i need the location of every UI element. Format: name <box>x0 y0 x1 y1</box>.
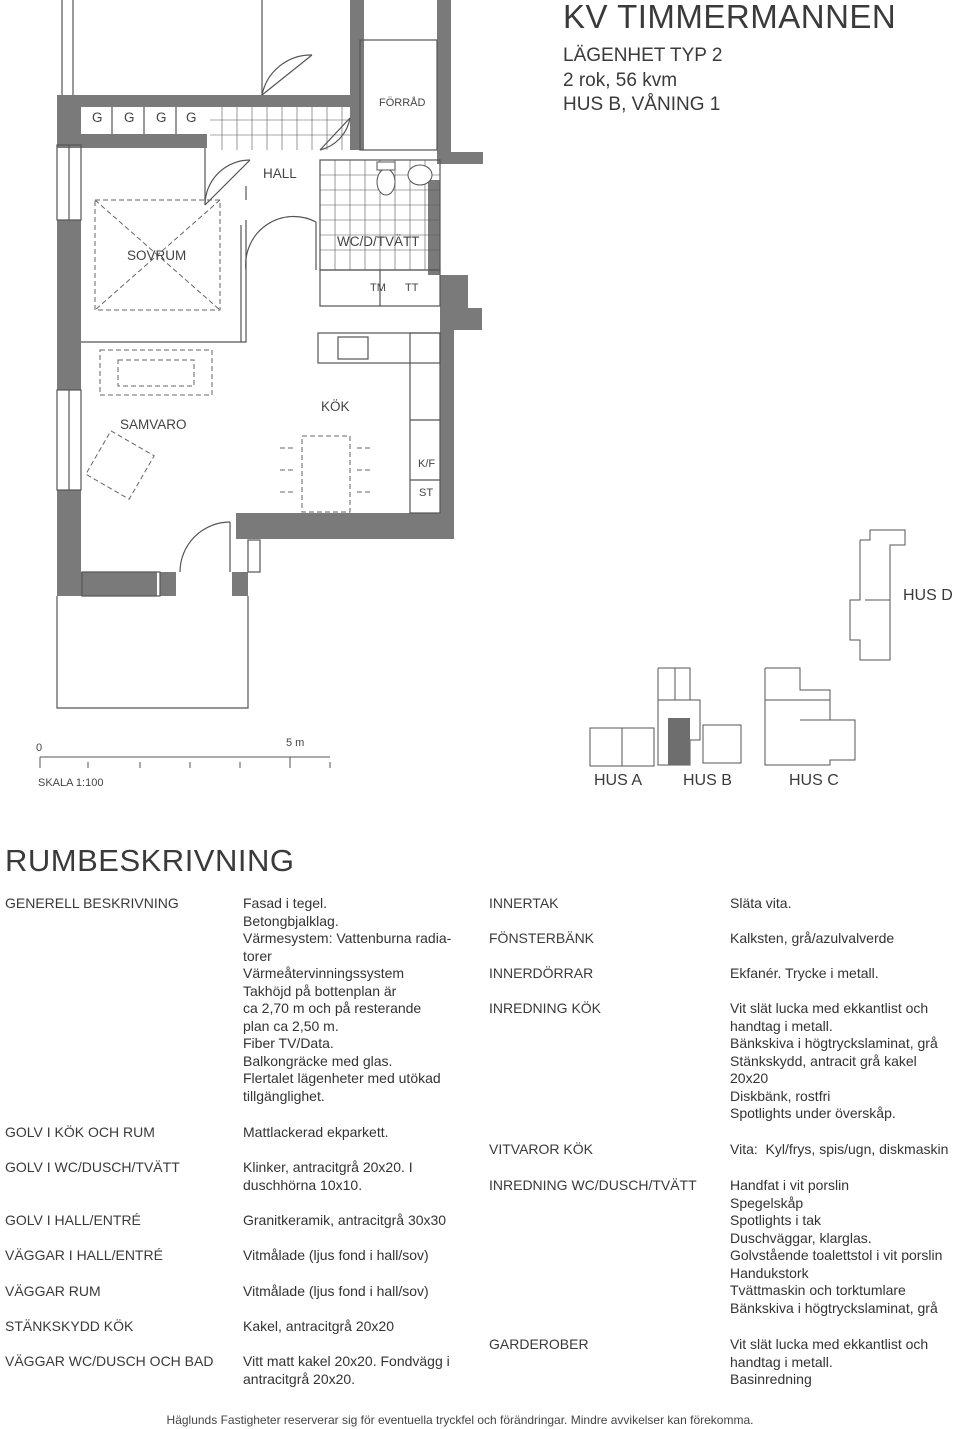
desc-value-generell: Fasad i tegel. Betongbjalklag. Värmesystem: Vattenburna radia- torer Värmeåtervinningssystem Takhöjd på bottenplan är ca 2,70 m och på resterande plan ca 2,50 m. Fiber TV/Data. Balkongräcke med glas. Flertalet lägenheter med utökad tillgänglighet. <box>243 895 452 1104</box>
desc-value-stankskydd: Kakel, antracitgrå 20x20 <box>243 1318 394 1334</box>
desc-value-innertak: Släta vita. <box>730 895 792 911</box>
desc-label-garderober: GARDEROBER <box>489 1336 589 1352</box>
apartment-type: LÄGENHET TYP 2 <box>563 45 723 66</box>
building-floor: HUS B, VÅNING 1 <box>563 94 721 115</box>
desc-label-innerdorrar: INNERDÖRRAR <box>489 965 594 981</box>
desc-value-vaggar-wc: Vitt matt kakel 20x20. Fondvägg i antracitgrå 20x20. <box>243 1353 450 1387</box>
room-label-sovrum: SOVRUM <box>127 248 187 263</box>
room-label-hall: HALL <box>263 166 297 181</box>
room-label-forrad: FÖRRÅD <box>379 97 426 109</box>
room-label-kok: KÖK <box>321 399 350 414</box>
room-label-wc: WC/D/TVÄTT <box>337 234 420 249</box>
desc-label-innertak: INNERTAK <box>489 895 559 911</box>
room-label-g4: G <box>186 110 197 125</box>
desc-label-generell: GENERELL BESKRIVNING <box>5 895 179 911</box>
desc-label-inredning-wc: INREDNING WC/DUSCH/TVÄTT <box>489 1177 697 1193</box>
site-label-hus-c: HUS C <box>789 772 839 789</box>
room-label-g2: G <box>124 110 135 125</box>
desc-label-vaggar-rum: VÄGGAR RUM <box>5 1283 101 1299</box>
desc-label-fonsterbank: FÖNSTERBÄNK <box>489 930 595 946</box>
desc-label-vaggar-hall: VÄGGAR I HALL/ENTRÉ <box>5 1247 163 1263</box>
footer-disclaimer: Häglunds Fastigheter reserverar sig för eventuella tryckfel och förändringar. Mindre avvikelser kan förekomma. <box>166 1413 754 1427</box>
room-label-tt: TT <box>405 282 419 294</box>
room-label-samvaro: SAMVARO <box>120 417 187 432</box>
highlighted-apartment <box>668 718 690 765</box>
room-label-kf: K/F <box>418 458 436 470</box>
desc-value-golv-kok: Mattlackerad ekparkett. <box>243 1124 389 1140</box>
project-title: KV TIMMERMANNEN <box>563 0 897 35</box>
desc-label-vitvaror: VITVAROR KÖK <box>489 1141 593 1157</box>
desc-label-golv-kok: GOLV I KÖK OCH RUM <box>5 1124 155 1140</box>
room-label-g1: G <box>92 110 103 125</box>
site-label-hus-d: HUS D <box>903 587 953 604</box>
desc-label-stankskydd: STÄNKSKYDD KÖK <box>5 1318 134 1334</box>
desc-value-fonsterbank: Kalksten, grå/azulvalverde <box>730 930 895 946</box>
site-label-hus-b: HUS B <box>683 772 732 789</box>
description-title: RUMBESKRIVNING <box>5 843 295 878</box>
scale-zero: 0 <box>36 742 43 754</box>
site-label-hus-a: HUS A <box>594 772 643 789</box>
room-label-tm: TM <box>370 282 386 294</box>
desc-value-inredning-wc: Handfat i vit porslin Spegelskåp Spotlights i tak Duschväggar, klarglas. Golvstående toalettstol i vit porslin Handukstork Tvättmaskin och torktumlare Bänkskiva i högtryckslaminat, grå <box>730 1177 943 1316</box>
desc-label-vaggar-wc: VÄGGAR WC/DUSCH OCH BAD <box>5 1353 214 1369</box>
desc-label-golv-wc: GOLV I WC/DUSCH/TVÄTT <box>5 1159 180 1175</box>
desc-label-golv-hall: GOLV I HALL/ENTRÉ <box>5 1212 141 1228</box>
desc-value-golv-wc: Klinker, antracitgrå 20x20. I duschhörna 10x10. <box>243 1159 413 1193</box>
scale-label: SKALA 1:100 <box>38 777 104 789</box>
desc-value-golv-hall: Granitkeramik, antracitgrå 30x30 <box>243 1212 447 1228</box>
desc-value-vitvaror: Vita: Kyl/frys, spis/ugn, diskmaskin <box>730 1141 949 1157</box>
desc-value-garderober: Vit slät lucka med ekkantlist och handtag i metall. Basinredning <box>730 1336 929 1387</box>
desc-value-innerdorrar: Ekfanér. Trycke i metall. <box>730 965 879 981</box>
desc-value-inredning-kok: Vit slät lucka med ekkantlist och handtag i metall. Bänkskiva i högtryckslaminat, grå Stänkskydd, antracit grå kakel 20x20 Diskbänk, rostfri Spotlights under överskåp. <box>730 1000 938 1121</box>
desc-value-vaggar-rum: Vitmålade (ljus fond i hall/sov) <box>243 1283 429 1299</box>
desc-label-inredning-kok: INREDNING KÖK <box>489 1000 602 1016</box>
scale-five: 5 m <box>286 737 305 749</box>
room-label-st: ST <box>419 487 434 499</box>
apartment-size: 2 rok, 56 kvm <box>563 70 678 91</box>
desc-value-vaggar-hall: Vitmålade (ljus fond i hall/sov) <box>243 1247 429 1263</box>
room-label-g3: G <box>156 110 167 125</box>
